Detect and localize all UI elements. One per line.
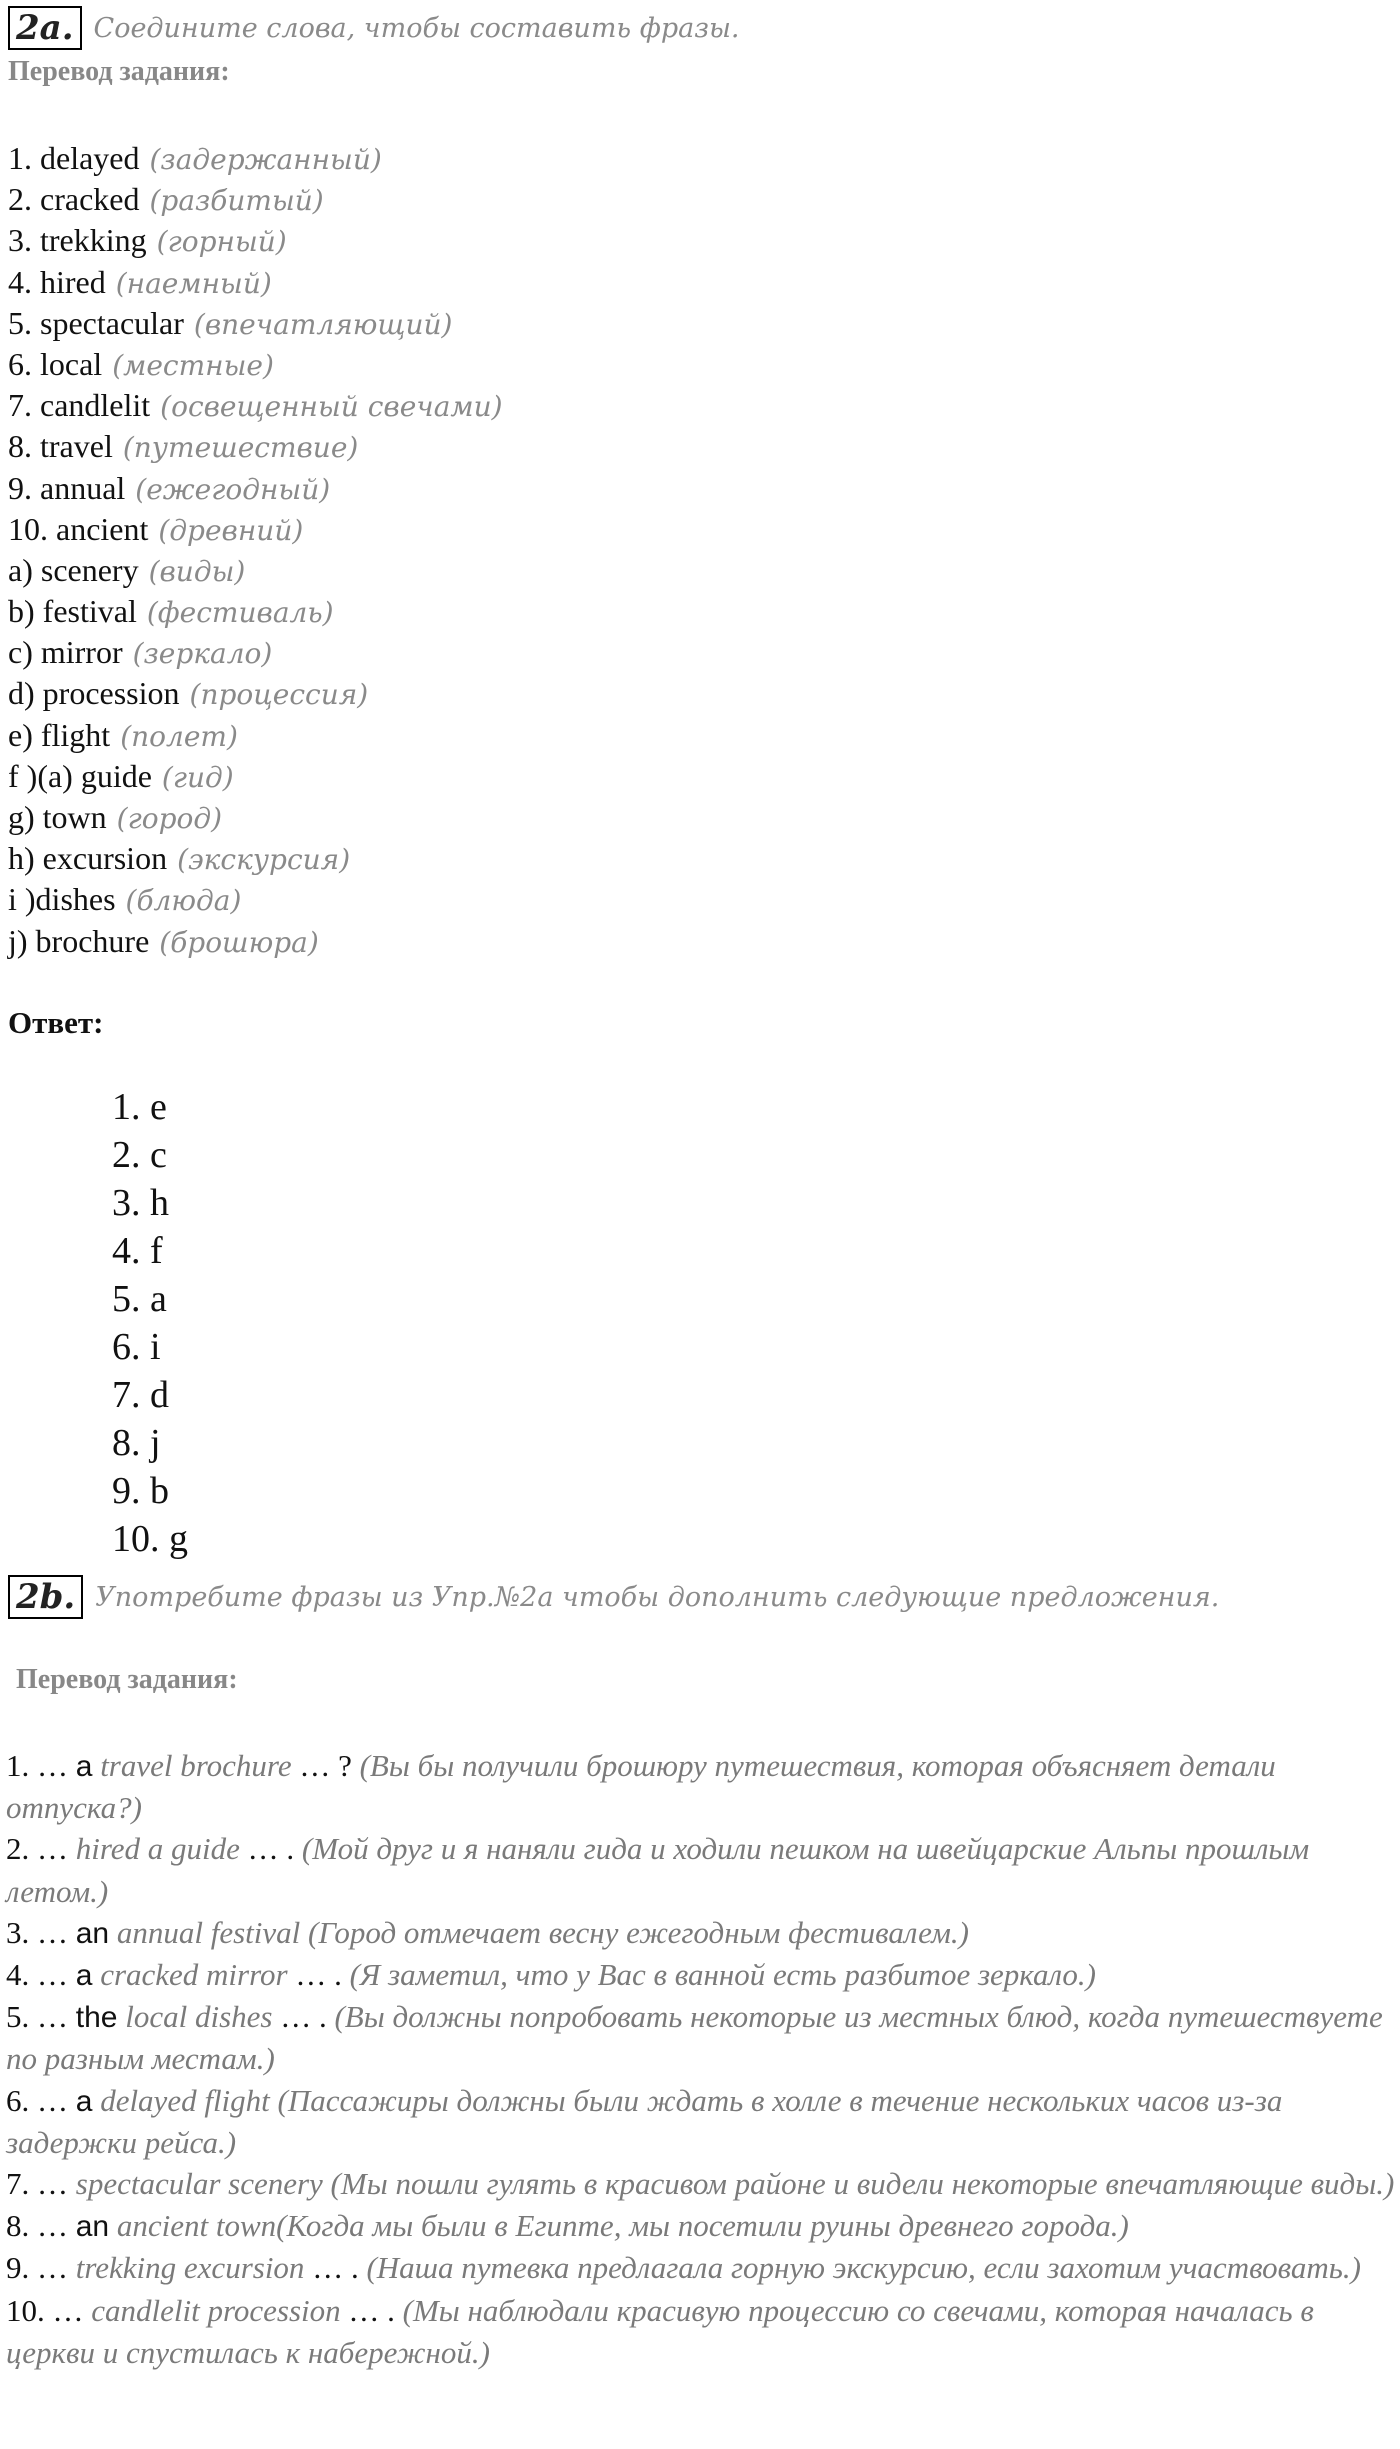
sentence-translation: (Когда мы были в Египте, мы посетили руины древнего города.)	[276, 2208, 1129, 2244]
vocab-word: 8. travel	[8, 428, 113, 465]
vocab-word: f )(a) guide	[8, 757, 152, 794]
vocab-word: d) procession	[8, 675, 180, 712]
sentence-article: a	[75, 1959, 93, 1993]
answer-item: 1. e	[112, 1086, 167, 1128]
answer-item: 9. b	[112, 1470, 169, 1512]
vocab-word: 6. local	[8, 345, 103, 382]
sentence-ellipsis: … .	[272, 1999, 335, 2035]
sentence-phrase: hired a guide	[75, 1831, 240, 1867]
sentence-ellipsis: … .	[340, 2292, 403, 2328]
sentence-article: an	[75, 2210, 110, 2244]
vocab-translation: (виды)	[148, 554, 246, 588]
task-b-translation-title: Перевод задания:	[16, 1664, 238, 1695]
sentence-phrase: delayed flight	[92, 2082, 270, 2118]
sentence-translation: (Мы наблюдали красивую процессию со свечами, которая началась в церкви и спустилась к набережной.)	[6, 2292, 1314, 2370]
sentence-translation: (Наша путевка предлагала горную экскурсию, если захотим участвовать.)	[366, 2250, 1361, 2286]
answer-item: 6. i	[112, 1326, 161, 1368]
sentence-phrase: ancient town	[109, 2208, 277, 2244]
sentence-number: 2. …	[6, 1831, 76, 1867]
vocab-translation: (местные)	[112, 348, 274, 382]
answer-item: 7. d	[112, 1374, 169, 1416]
vocab-word: j) brochure	[8, 922, 150, 959]
vocab-translation: (ежегодный)	[135, 472, 331, 506]
sentence-article: the	[75, 2001, 118, 2035]
list-item	[8, 179, 503, 220]
sentence-translation: (Вы бы получили брошюру путешествия, которая объясняет детали отпуска?)	[6, 1748, 1276, 1826]
list-item	[8, 509, 503, 550]
task-a-badge: 2a.	[8, 6, 82, 50]
vocab-word: 5. spectacular	[8, 304, 184, 341]
sentence-article: a	[75, 1750, 93, 1783]
sentence-translation: (Мы пошли гулять в красивом районе и видели некоторые впечатляющие виды.)	[330, 2166, 1395, 2202]
sentence-item	[6, 1912, 1396, 1954]
sentence-phrase: trekking excursion	[75, 2250, 305, 2286]
sentence-number: 3. …	[6, 1914, 76, 1950]
list-item	[8, 426, 503, 467]
vocab-word: 4. hired	[8, 263, 106, 300]
vocab-translation: (блюда)	[125, 884, 242, 918]
sentence-phrase: local dishes	[117, 1999, 273, 2035]
sentence-item	[6, 1954, 1396, 1996]
list-item	[8, 468, 503, 509]
sentence-number: 10. …	[6, 2292, 92, 2328]
vocab-translation: (разбитый)	[149, 184, 324, 218]
vocab-translation: (экскурсия)	[177, 843, 351, 877]
task-b-badge: 2b.	[8, 1575, 83, 1619]
sentence-article: a	[75, 2084, 93, 2118]
sentence-ellipsis: … .	[239, 1831, 302, 1867]
list-item	[8, 921, 503, 962]
vocab-word: g) town	[8, 799, 107, 835]
answer-title: Ответ:	[8, 1005, 104, 1040]
list-item	[8, 632, 503, 673]
sentence-phrase: cracked mirror	[92, 1957, 288, 1993]
list-item	[8, 262, 503, 303]
vocab-translation: (древний)	[158, 513, 304, 547]
answer-item: 3. h	[112, 1182, 169, 1224]
vocab-word: 1. delayed	[8, 140, 140, 176]
vocab-word: e) flight	[8, 716, 111, 753]
vocab-translation: (освещенный свечами)	[160, 390, 503, 424]
vocab-translation: (фестиваль)	[146, 596, 334, 630]
sentence-item	[6, 1996, 1396, 2079]
sentence-phrase: spectacular scenery	[75, 2166, 323, 2202]
sentence-item	[6, 1828, 1396, 1911]
vocab-word: 7. candlelit	[8, 387, 151, 424]
vocab-translation: (впечатляющий)	[193, 307, 453, 341]
sentence-translation: (Мой друг и я наняли гида и ходили пешком на швейцарские Альпы прошлым летом.)	[6, 1831, 1310, 1909]
sentence-ellipsis	[300, 1915, 308, 1950]
sentence-number: 8. …	[6, 2208, 76, 2244]
sentence-item	[6, 2247, 1396, 2289]
list-item	[8, 550, 503, 591]
sentence-translation: (Пассажиры должны были ждать в холле в течение нескольких часов из-за задержки рейса.)	[6, 2082, 1283, 2160]
list-item	[8, 838, 503, 879]
vocab-translation: (горный)	[156, 225, 287, 259]
task-b-header	[8, 1575, 1219, 1619]
sentence-number: 1. …	[6, 1748, 76, 1783]
sentence-phrase: annual festival	[109, 1914, 301, 1950]
sentence-number: 5. …	[6, 1999, 76, 2035]
sentence-phrase: travel brochure	[92, 1748, 292, 1783]
vocab-word: b) festival	[8, 593, 137, 630]
answer-item: 4. f	[112, 1230, 163, 1272]
task-a-header	[8, 6, 740, 50]
list-item	[8, 138, 503, 179]
sentence-ellipsis: … .	[287, 1957, 350, 1993]
sentence-phrase: candlelit procession	[91, 2292, 341, 2328]
sentence-item	[6, 2163, 1396, 2205]
vocab-translation: (город)	[116, 802, 223, 835]
sentence-ellipsis	[323, 2166, 331, 2201]
sentence-translation: (Вы должны попробовать некоторые из местных блюд, когда путешествуете по разным местам.)	[6, 1999, 1383, 2077]
list-item	[8, 756, 503, 797]
vocab-word: 3. trekking	[8, 222, 147, 259]
task-b-instruction: Употребите фразы из Упр.№2a чтобы дополнить следующие предложения.	[95, 1581, 1220, 1613]
sentence-article: an	[75, 1916, 110, 1950]
sentence-item	[6, 2205, 1396, 2247]
vocab-translation: (наемный)	[115, 266, 272, 300]
vocab-word: 2. cracked	[8, 181, 140, 218]
sentence-ellipsis: … ?	[291, 1748, 360, 1783]
sentence-item	[6, 2080, 1396, 2163]
list-item	[8, 797, 503, 838]
answer-item: 8. j	[112, 1422, 161, 1464]
sentence-number: 6. …	[6, 2082, 76, 2118]
vocab-translation: (брошюра)	[159, 925, 319, 959]
sentence-ellipsis	[270, 2083, 278, 2118]
list-item	[8, 591, 503, 632]
sentence-translation: (Я заметил, что у Вас в ванной есть разбитое зеркало.)	[349, 1957, 1097, 1993]
answers-list	[112, 1083, 188, 1563]
vocab-list	[8, 138, 503, 962]
list-item	[8, 303, 503, 344]
sentence-number: 9. …	[6, 2250, 76, 2286]
list-item	[8, 673, 503, 714]
sentences-list	[6, 1745, 1396, 2373]
sentence-item	[6, 2290, 1396, 2373]
vocab-translation: (гид)	[161, 760, 234, 794]
list-item	[8, 715, 503, 756]
vocab-word: a) scenery	[8, 551, 139, 588]
list-item	[8, 385, 503, 426]
list-item	[8, 344, 503, 385]
list-item	[8, 879, 503, 920]
vocab-translation: (путешествие)	[122, 431, 359, 465]
list-item	[8, 220, 503, 261]
answer-item: 2. c	[112, 1134, 167, 1176]
sentence-item	[6, 1745, 1396, 1828]
vocab-translation: (процессия)	[189, 678, 369, 712]
sentence-ellipsis: … .	[304, 2250, 367, 2286]
vocab-word: h) excursion	[8, 840, 168, 877]
answer-item: 10. g	[112, 1518, 188, 1560]
vocab-translation: (задержанный)	[149, 143, 382, 176]
vocab-word: c) mirror	[8, 634, 123, 671]
vocab-word: 10. ancient	[8, 510, 149, 547]
vocab-translation: (зеркало)	[132, 637, 273, 671]
vocab-word: 9. annual	[8, 469, 126, 506]
vocab-translation: (полет)	[120, 719, 238, 753]
sentence-number: 4. …	[6, 1957, 76, 1993]
answer-item: 5. a	[112, 1278, 167, 1320]
vocab-word: i )dishes	[8, 881, 116, 918]
sentence-number: 7. …	[6, 2166, 76, 2202]
sentence-translation: (Город отмечает весну ежегодным фестивалем.)	[308, 1914, 969, 1950]
task-a-instruction: Соедините слова, чтобы составить фразы.	[93, 12, 740, 44]
task-a-translation-title: Перевод задания:	[8, 56, 230, 87]
